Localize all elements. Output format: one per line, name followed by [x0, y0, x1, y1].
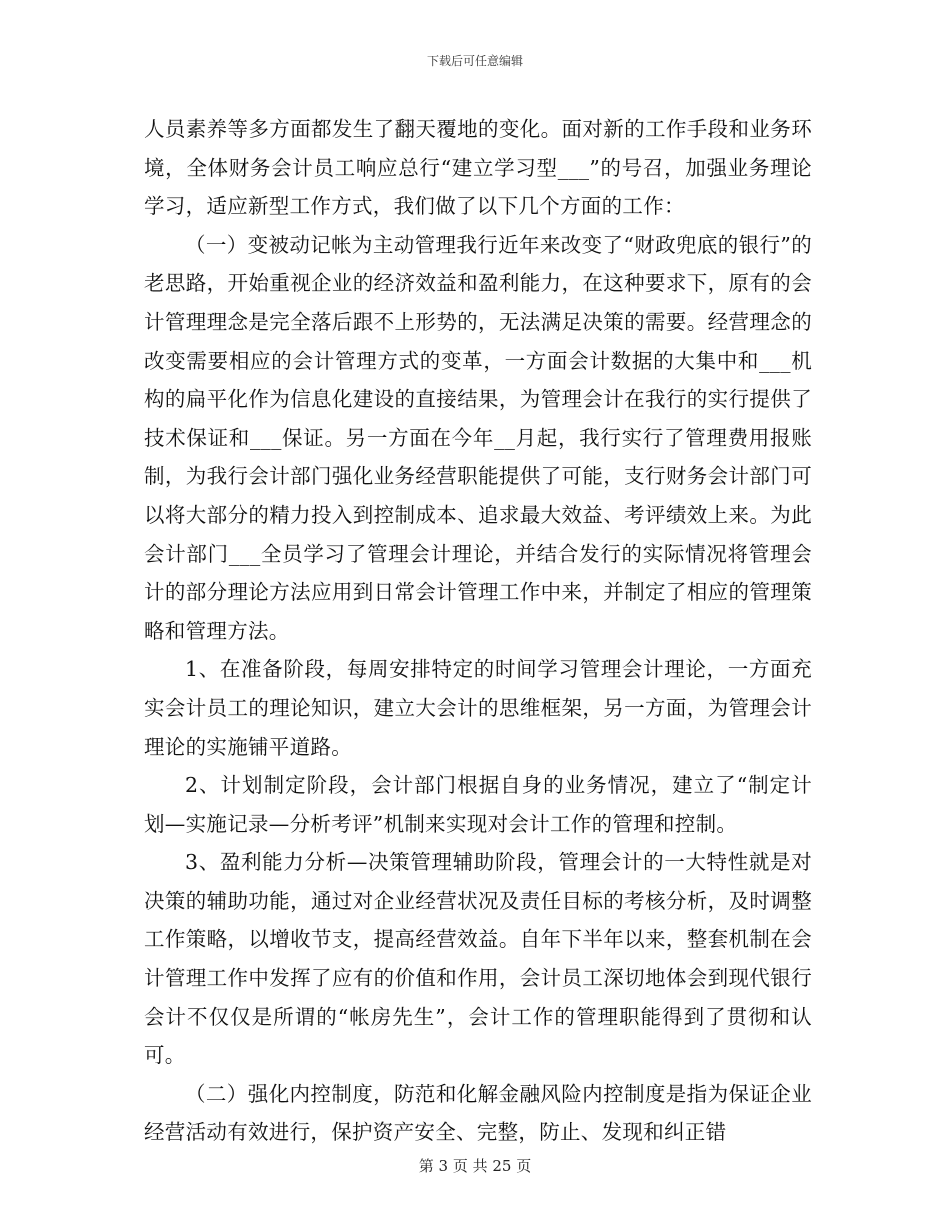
page-header: 下载后可任意编辑 — [426, 54, 523, 68]
paragraph-item-3: 3、盈利能力分析—决策管理辅助阶段，管理会计的一大特性就是对决策的辅助功能，通过对企业经营状况及责任目标的考核分析，及时调整工作策略，以增收节支，提高经营效益。自年下半年以来，整套机制在会计管理工作中发挥了应有的价值和作用，会计员工深切地体会到现代银行会计不仅仅是所谓的“帐房先生”，会计工作的管理职能得到了贯彻和认可。 — [144, 850, 812, 1068]
paragraph-intro: 人员素养等多方面都发生了翻天覆地的变化。面对新的工作手段和业务环境，全体财务会计员工响应总行“建立学习型___”的号召，加强业务理论学习，适应新型工作方式，我们做了以下几个方面的工作： — [144, 117, 812, 219]
paragraph-item-1: 1、在准备阶段，每周安排特定的时间学习管理会计理论，一方面充实会计员工的理论知识，建立大会计的思维框架，另一方面，为管理会计理论的实施铺平道路。 — [144, 657, 812, 759]
page-number-footer: 第 3 页 共 25 页 — [418, 1157, 532, 1175]
document-body — [144, 110, 812, 1152]
paragraph-section-2: （二）强化内控制度，防范和化解金融风险内控制度是指为保证企业经营活动有效进行，保护资产安全、完整，防止、发现和纠正错 — [144, 1081, 812, 1145]
paragraph-section-1: （一）变被动记帐为主动管理我行近年来改变了“财政兜底的银行”的老思路，开始重视企业的经济效益和盈利能力，在这种要求下，原有的会计管理理念是完全落后跟不上形势的，无法满足决策的需要。经营理念的改变需要相应的会计管理方式的变革，一方面会计数据的大集中和___机构的扁平化作为信息化建设的直接结果，为管理会计在我行的实行提供了技术保证和___保证。另一方面在今年__月起，我行实行了管理费用报账制，为我行会计部门强化业务经营职能提供了可能，支行财务会计部门可以将大部分的精力投入到控制成本、追求最大效益、考评绩效上来。为此会计部门___全员学习了管理会计理论，并结合发行的实际情况将管理会计的部分理论方法应用到日常会计管理工作中来，并制定了相应的管理策略和管理方法。 — [144, 232, 812, 643]
paragraph-item-2: 2、计划制定阶段，会计部门根据自身的业务情况，建立了“制定计划—实施记录—分析考评”机制来实现对会计工作的管理和控制。 — [144, 773, 812, 836]
